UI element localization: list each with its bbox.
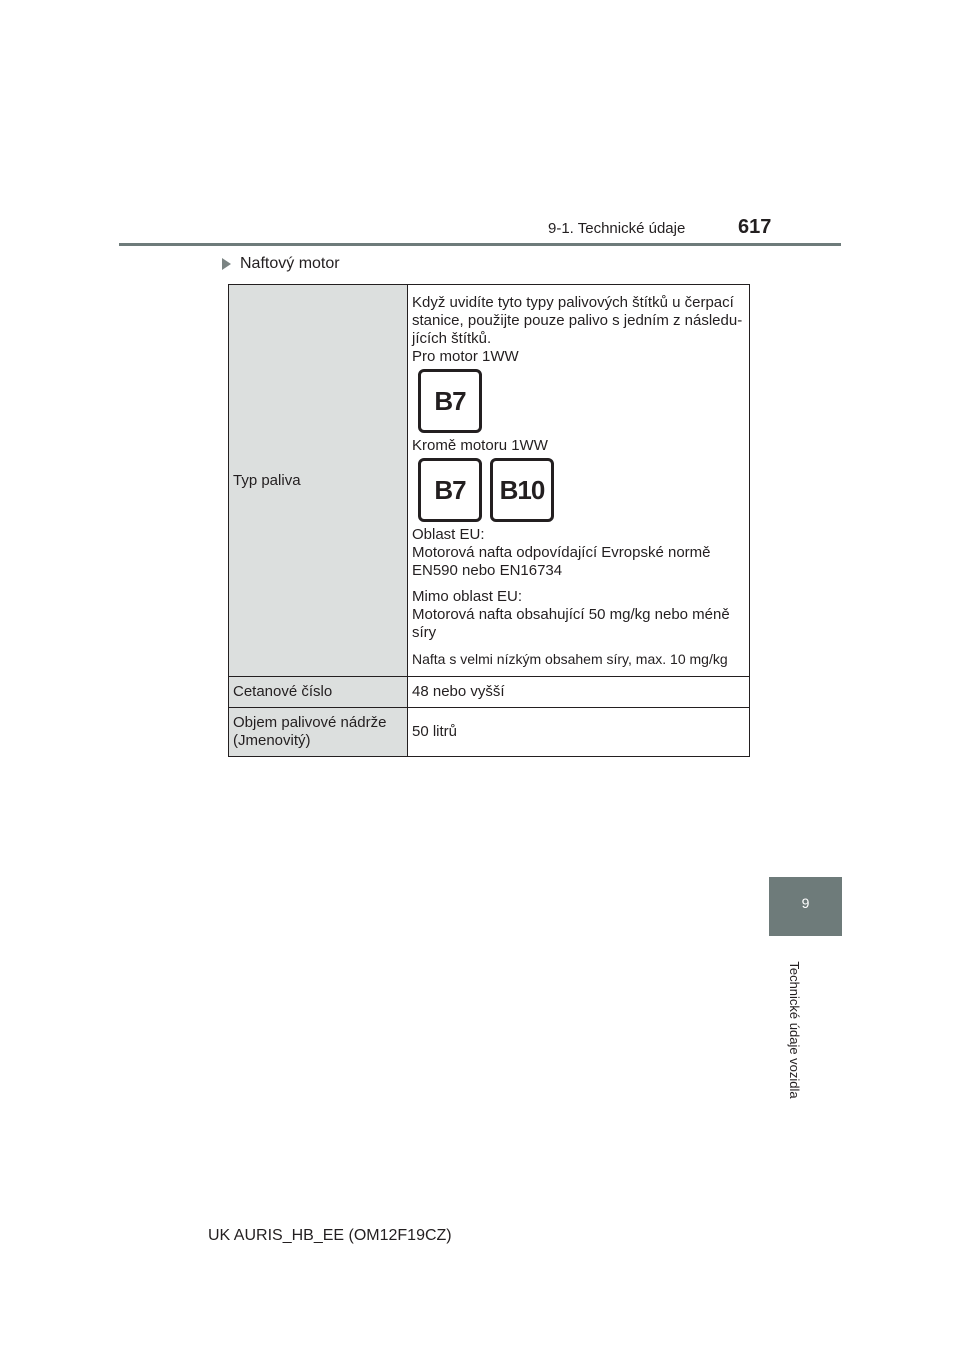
table-row <box>229 708 750 757</box>
header-section-title: 9-1. Technické údaje <box>548 220 686 237</box>
cetane-label: Cetanové číslo <box>229 677 408 708</box>
chapter-tab <box>769 877 842 936</box>
fuel-badges-1ww <box>418 369 745 433</box>
chapter-side-label: Technické údaje vozidla <box>787 961 803 1099</box>
fuel-label-b10-icon: B10 <box>490 458 554 522</box>
chapter-number: 9 <box>801 895 810 911</box>
fuel-label-b7-icon: B7 <box>418 369 482 433</box>
fuel-badges-other <box>418 458 745 522</box>
sulfur-note: Nafta s velmi nízkým obsahem síry, max. 10 mg/kg <box>412 651 728 667</box>
non-eu-region-label: Mimo oblast EU: <box>412 588 523 605</box>
table-row <box>229 677 750 708</box>
document-footer: UK AURIS_HB_EE (OM12F19CZ) <box>208 1227 452 1244</box>
engine-1ww-label: Pro motor 1WW <box>412 348 519 365</box>
table-row <box>229 285 750 677</box>
eu-spec-text: Motorová nafta odpovídající Evropské normě EN590 nebo EN16734 <box>412 544 711 579</box>
fuel-type-label: Typ paliva <box>229 285 408 677</box>
fuel-spec-table <box>228 284 750 757</box>
section-heading-text: Naftový motor <box>240 255 340 272</box>
engine-other-label: Kromě motoru 1WW <box>412 437 548 454</box>
section-heading <box>222 255 340 273</box>
fuel-label-b7-icon: B7 <box>418 458 482 522</box>
page-number: 617 <box>738 216 772 238</box>
tank-capacity-value: 50 litrů <box>408 708 750 757</box>
fuel-intro-text: Když uvidíte tyto typy palivových štítků u čerpací stanice, použijte pouze palivo s jedním z následu-jících štítků. <box>412 294 743 347</box>
cetane-value: 48 nebo vyšší <box>408 677 750 708</box>
triangle-bullet-icon <box>222 258 231 270</box>
fuel-type-value <box>408 285 750 677</box>
tank-capacity-label: Objem palivové nádrže (Jmenovitý) <box>229 708 408 757</box>
header-divider <box>119 243 841 246</box>
eu-region-label: Oblast EU: <box>412 526 485 543</box>
non-eu-spec-text: Motorová nafta obsahující 50 mg/kg nebo méně síry <box>412 606 730 641</box>
